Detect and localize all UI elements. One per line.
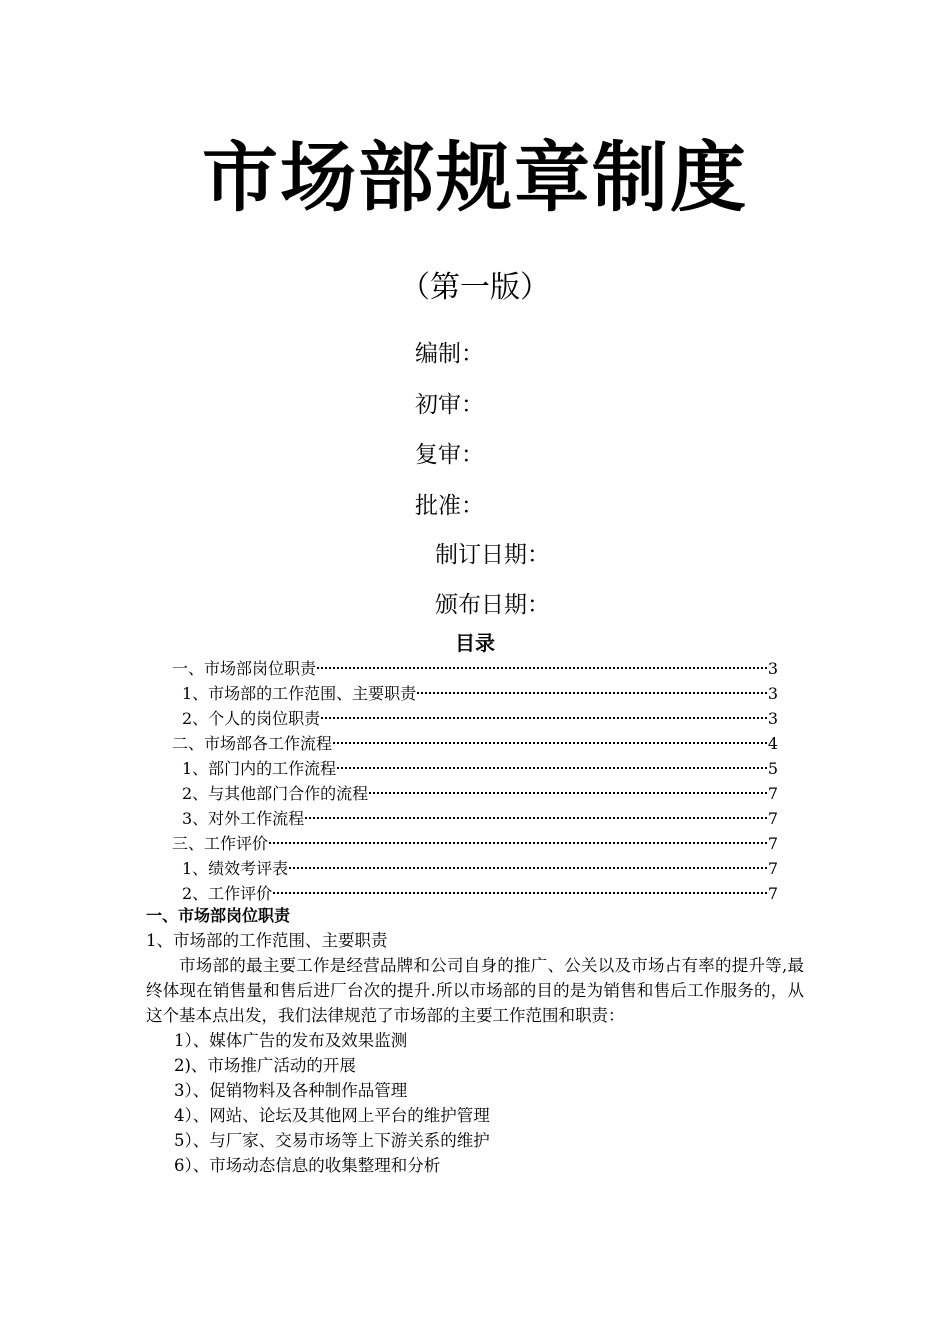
list-item: 1）、媒体广告的发布及效果监测 (174, 1031, 408, 1050)
list-item: 6）、市场动态信息的收集整理和分析 (174, 1156, 441, 1175)
toc-entry-page: 3 (767, 709, 778, 728)
toc-entry-text: 2、与其他部门合作的流程 (182, 784, 369, 803)
toc-entry-page: 4 (767, 734, 778, 753)
signoff-label: 制订日期： (435, 542, 550, 568)
edition-label: （第一版） (400, 270, 550, 305)
toc-leader-dots (317, 667, 767, 669)
body-paragraph: 市场部的最主要工作是经营品牌和公司自身的推广、公关以及市场占有率的提升等,最终体现在销售量和售后进厂台次的提升.所以市场部的目的是为销售和售后工作服务的，从这个基本点出发，我们法律规范了市场部的主要工作范围和职责： (146, 956, 804, 1025)
toc-leader-dots (321, 717, 767, 719)
signoff-compiled (0, 336, 950, 372)
toc-entry[interactable] (172, 781, 778, 806)
toc-entry-text: 3、对外工作流程 (182, 809, 305, 828)
toc-leader-dots (337, 767, 767, 769)
toc-leader-dots (273, 892, 767, 894)
toc-entry[interactable] (172, 831, 778, 856)
toc-entry-page: 7 (767, 809, 778, 828)
document-title: 市场部规章制度 (202, 133, 748, 222)
toc-heading: 目录 (455, 631, 495, 655)
toc-entry[interactable] (172, 656, 778, 681)
toc-entry-page: 5 (767, 759, 778, 778)
list-item: 4）、网站、论坛及其他网上平台的维护管理 (174, 1106, 490, 1125)
signoff-label: 颁布日期： (435, 592, 550, 618)
signoff-issued-date (0, 587, 950, 623)
toc-entry[interactable] (172, 806, 778, 831)
section-heading: 一、市场部岗位职责 (146, 906, 291, 925)
toc-entry-text: 1、绩效考评表 (182, 859, 289, 878)
toc-entry[interactable] (172, 756, 778, 781)
toc-leader-dots (269, 842, 767, 844)
toc-entry[interactable] (172, 856, 778, 881)
toc-entry-page: 7 (767, 859, 778, 878)
toc-entry-text: 1、部门内的工作流程 (182, 759, 337, 778)
table-of-contents (172, 656, 778, 906)
toc-entry-page: 7 (767, 784, 778, 803)
toc-entry-text: 三、工作评价 (172, 834, 269, 853)
body-content (146, 903, 804, 1178)
toc-entry[interactable] (172, 731, 778, 756)
signoff-second-review (0, 437, 950, 473)
signoff-label: 初审： (415, 392, 484, 418)
signoff-first-review (0, 387, 950, 423)
list-item: 3）、促销物料及各种制作品管理 (174, 1081, 408, 1100)
toc-entry-page: 7 (767, 884, 778, 903)
list-item: 2)、市场推广活动的开展 (174, 1056, 356, 1075)
signoff-label: 编制： (415, 341, 484, 367)
toc-entry-text: 1、市场部的工作范围、主要职责 (182, 684, 417, 703)
list-item: 5）、与厂家、交易市场等上下游关系的维护 (174, 1131, 490, 1150)
toc-entry-page: 3 (767, 659, 778, 678)
signoff-approved (0, 488, 950, 524)
toc-leader-dots (369, 792, 767, 794)
toc-entry-text: 一、市场部岗位职责 (172, 659, 317, 678)
toc-entry-page: 3 (767, 684, 778, 703)
toc-leader-dots (289, 867, 767, 869)
toc-leader-dots (305, 817, 767, 819)
toc-entry-text: 2、个人的岗位职责 (182, 709, 321, 728)
toc-leader-dots (417, 692, 767, 694)
signoff-label: 批准： (415, 493, 484, 519)
signoff-drafted-date (0, 537, 950, 573)
signoff-label: 复审： (415, 442, 484, 468)
subsection-heading: 1、市场部的工作范围、主要职责 (146, 931, 388, 950)
toc-leader-dots (333, 742, 767, 744)
toc-entry-text: 2、工作评价 (182, 884, 273, 903)
toc-entry-text: 二、市场部各工作流程 (172, 734, 333, 753)
toc-entry-page: 7 (767, 834, 778, 853)
toc-entry[interactable] (172, 681, 778, 706)
toc-entry[interactable] (172, 706, 778, 731)
